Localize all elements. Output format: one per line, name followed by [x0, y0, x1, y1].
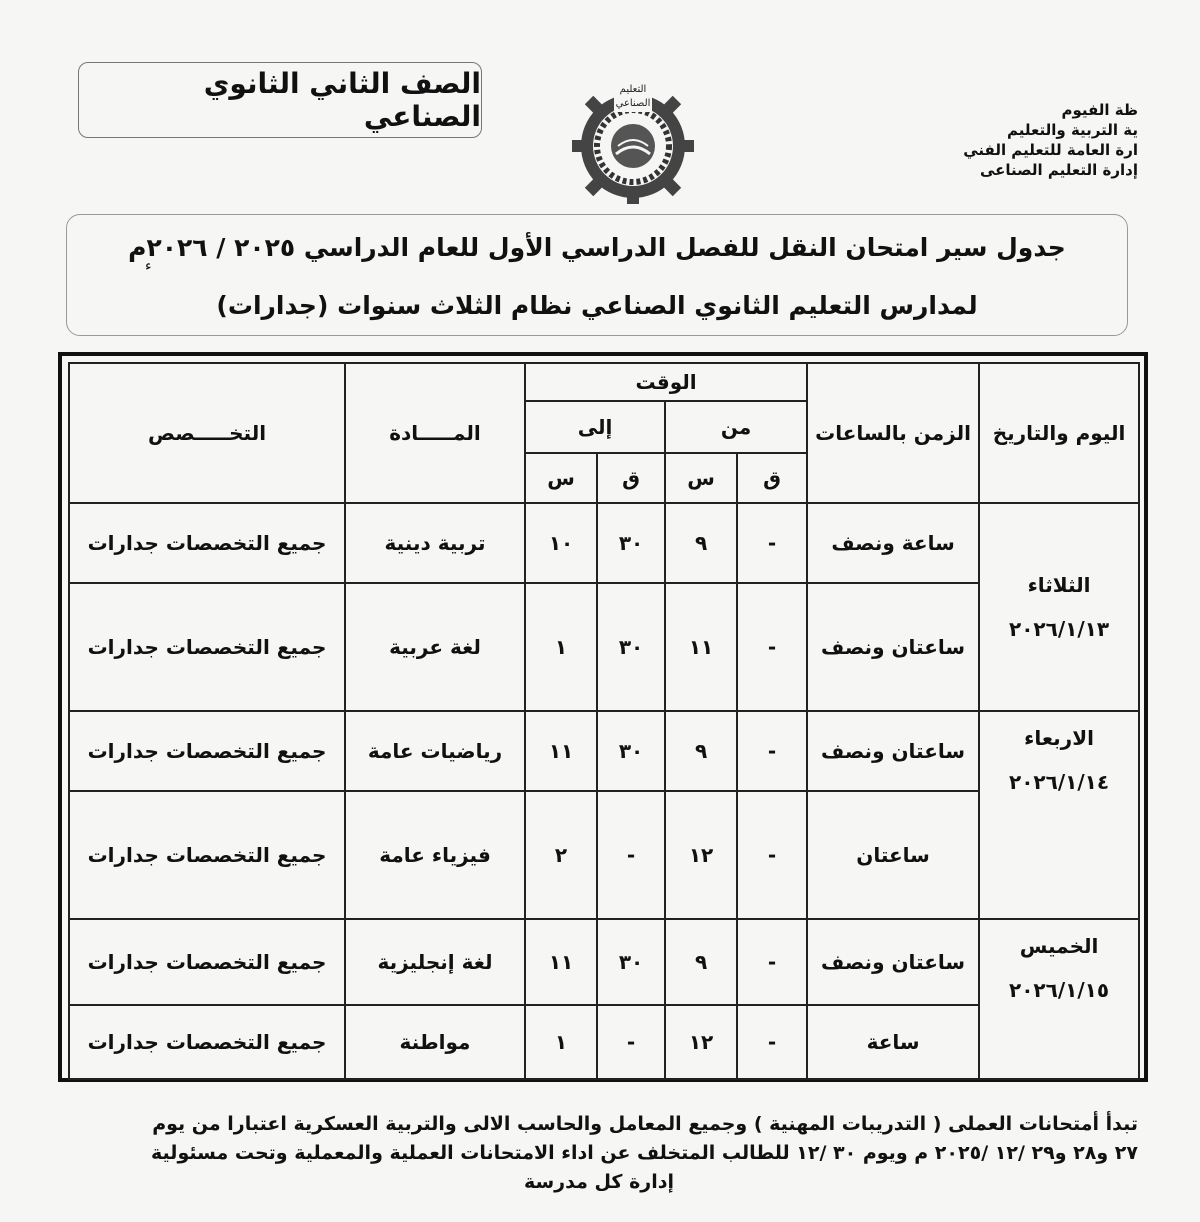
to-hour-cell: ١ — [525, 1005, 597, 1079]
from-min-cell: - — [737, 919, 807, 1005]
header-from-hour: س — [665, 453, 737, 503]
organization-lines — [878, 100, 1138, 180]
duration-cell: ساعتان ونصف — [807, 583, 979, 711]
header-specialty: التخـــــصص — [69, 363, 345, 503]
from-hour-cell: ٩ — [665, 711, 737, 791]
exam-schedule-table — [68, 362, 1140, 1080]
stray-mark: ء — [145, 258, 152, 274]
org-line-industrial-admin: إدارة التعليم الصناعى — [979, 161, 1138, 179]
subject-cell: لغة إنجليزية — [345, 919, 525, 1005]
day-cell — [979, 711, 1139, 919]
header-time: الوقت — [525, 363, 807, 401]
specialty-cell: جميع التخصصات جدارات — [69, 503, 345, 583]
to-min-cell: ٣٠ — [597, 503, 665, 583]
specialty-cell: جميع التخصصات جدارات — [69, 711, 345, 791]
day-date: ٢٠٢٦/١/١٣ — [1009, 617, 1110, 641]
duration-cell: ساعة ونصف — [807, 503, 979, 583]
from-hour-cell: ١٢ — [665, 791, 737, 919]
subject-cell: رياضيات عامة — [345, 711, 525, 791]
to-min-cell: ٣٠ — [597, 711, 665, 791]
specialty-cell: جميع التخصصات جدارات — [69, 791, 345, 919]
day-cell — [979, 919, 1139, 1079]
from-min-cell: - — [737, 1005, 807, 1079]
table-row — [69, 1005, 1139, 1079]
to-min-cell: - — [597, 1005, 665, 1079]
subject-cell: مواطنة — [345, 1005, 525, 1079]
from-min-cell: - — [737, 791, 807, 919]
technical-education-logo — [568, 76, 698, 206]
from-min-cell: - — [737, 503, 807, 583]
from-hour-cell: ٩ — [665, 919, 737, 1005]
table-row — [69, 503, 1139, 583]
header-to-hour: س — [525, 453, 597, 503]
day-name: الاربعاء — [1024, 726, 1094, 750]
header-duration: الزمن بالساعات — [807, 363, 979, 503]
org-line-general-admin: ارة العامة للتعليم الفني — [963, 141, 1138, 159]
header-from-min: ق — [737, 453, 807, 503]
duration-cell: ساعتان — [807, 791, 979, 919]
to-hour-cell: ١ — [525, 583, 597, 711]
header-subject: المـــــادة — [345, 363, 525, 503]
from-min-cell: - — [737, 711, 807, 791]
table-row — [69, 919, 1139, 1005]
specialty-cell: جميع التخصصات جدارات — [69, 1005, 345, 1079]
svg-text:الصناعي: الصناعي — [615, 98, 651, 109]
header-to-min: ق — [597, 453, 665, 503]
org-line-governorate: ظة الفيوم — [1061, 101, 1138, 119]
to-hour-cell: ١١ — [525, 711, 597, 791]
specialty-cell: جميع التخصصات جدارات — [69, 919, 345, 1005]
table-row — [69, 791, 1139, 919]
note-line-1: تبدأ أمتحانات العملى ( التدريبات المهنية ) وجميع المعامل والحاسب الالى والتربية العسكرية اعتبارا من يوم — [152, 1113, 1138, 1135]
header-day-date: اليوم والتاريخ — [979, 363, 1139, 503]
table-row — [69, 583, 1139, 711]
duration-cell: ساعتان ونصف — [807, 711, 979, 791]
document-title-box — [66, 214, 1128, 336]
from-hour-cell: ١٢ — [665, 1005, 737, 1079]
duration-cell: ساعة — [807, 1005, 979, 1079]
to-hour-cell: ١١ — [525, 919, 597, 1005]
to-hour-cell: ٢ — [525, 791, 597, 919]
header-to: إلى — [525, 401, 665, 453]
day-date: ٢٠٢٦/١/١٥ — [1009, 978, 1110, 1002]
practical-exams-note — [60, 1110, 1138, 1197]
from-hour-cell: ٩ — [665, 503, 737, 583]
subject-cell: فيزياء عامة — [345, 791, 525, 919]
to-min-cell: ٣٠ — [597, 583, 665, 711]
from-hour-cell: ١١ — [665, 583, 737, 711]
schedule-table-frame — [58, 352, 1148, 1082]
day-name: الثلاثاء — [1027, 573, 1091, 597]
grade-title-box — [78, 62, 482, 138]
svg-text:التعليم: التعليم — [619, 84, 647, 95]
from-min-cell: - — [737, 583, 807, 711]
grade-title: الصف الثاني الثانوي الصناعي — [203, 67, 481, 133]
to-min-cell: - — [597, 791, 665, 919]
to-hour-cell: ١٠ — [525, 503, 597, 583]
duration-cell: ساعتان ونصف — [807, 919, 979, 1005]
day-name: الخميس — [1019, 934, 1099, 958]
subject-cell: لغة عربية — [345, 583, 525, 711]
document-subtitle: لمدارس التعليم الثانوي الصناعي نظام الثلاث سنوات (جدارات) — [216, 291, 978, 320]
note-line-3: إدارة كل مدرسة — [523, 1171, 675, 1193]
table-row — [69, 711, 1139, 791]
org-line-directorate: ية التربية والتعليم — [1007, 121, 1138, 139]
subject-cell: تربية دينية — [345, 503, 525, 583]
header-from: من — [665, 401, 807, 453]
day-cell — [979, 503, 1139, 711]
note-line-2: ٢٧ و٢٨ و٢٩ /١٢ /٢٠٢٥ م ويوم ٣٠ /١٢ للطالب المتخلف عن اداء الامتحانات العملية والمعملية وتحت مسئولية — [151, 1142, 1138, 1164]
specialty-cell: جميع التخصصات جدارات — [69, 583, 345, 711]
document-title: جدول سير امتحان النقل للفصل الدراسي الأول للعام الدراسي ٢٠٢٥ / ٢٠٢٦م — [128, 233, 1066, 262]
day-date: ٢٠٢٦/١/١٤ — [1009, 770, 1110, 794]
to-min-cell: ٣٠ — [597, 919, 665, 1005]
